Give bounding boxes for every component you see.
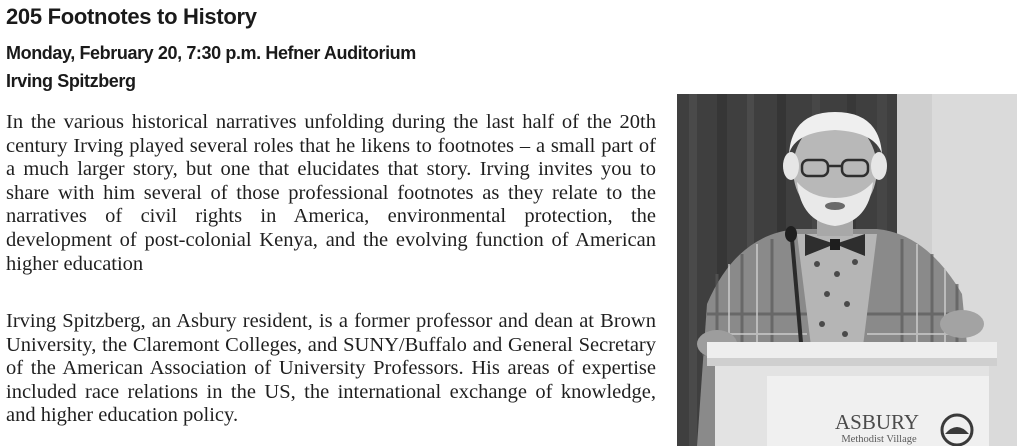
- event-title: 205 Footnotes to History: [6, 4, 257, 29]
- speaker-photo: [677, 94, 1017, 446]
- podium-sign-name: ASBURY: [834, 410, 920, 434]
- speaker-photo-image: [677, 94, 1017, 446]
- event-speaker: Irving Spitzberg: [6, 71, 136, 91]
- speaker-bio: Irving Spitzberg, an Asbury resident, is a former professor and dean at Brown University, the Claremont Colleges, and SUNY/Buffalo and General Secretary of the American Association of University Professors. His areas of expertise included race relations in the US, the international exchange of knowledge, and higher education policy.: [6, 310, 656, 427]
- podium-sign-subtitle: Methodist Village: [841, 434, 917, 445]
- event-description: In the various historical narratives unfolding during the last half of the 20th century Irving played several roles that he likens to footnotes – a small part of a much larger story, but one that elucidates that story. Irving invites you to share with him several of those professional footnotes as they relate to the narratives of civil rights in America, environmental protection, the development of post-colonial Kenya, and the evolving function of American higher education: [6, 111, 656, 275]
- event-date-location: Monday, February 20, 7:30 p.m. Hefner Auditorium: [6, 43, 416, 63]
